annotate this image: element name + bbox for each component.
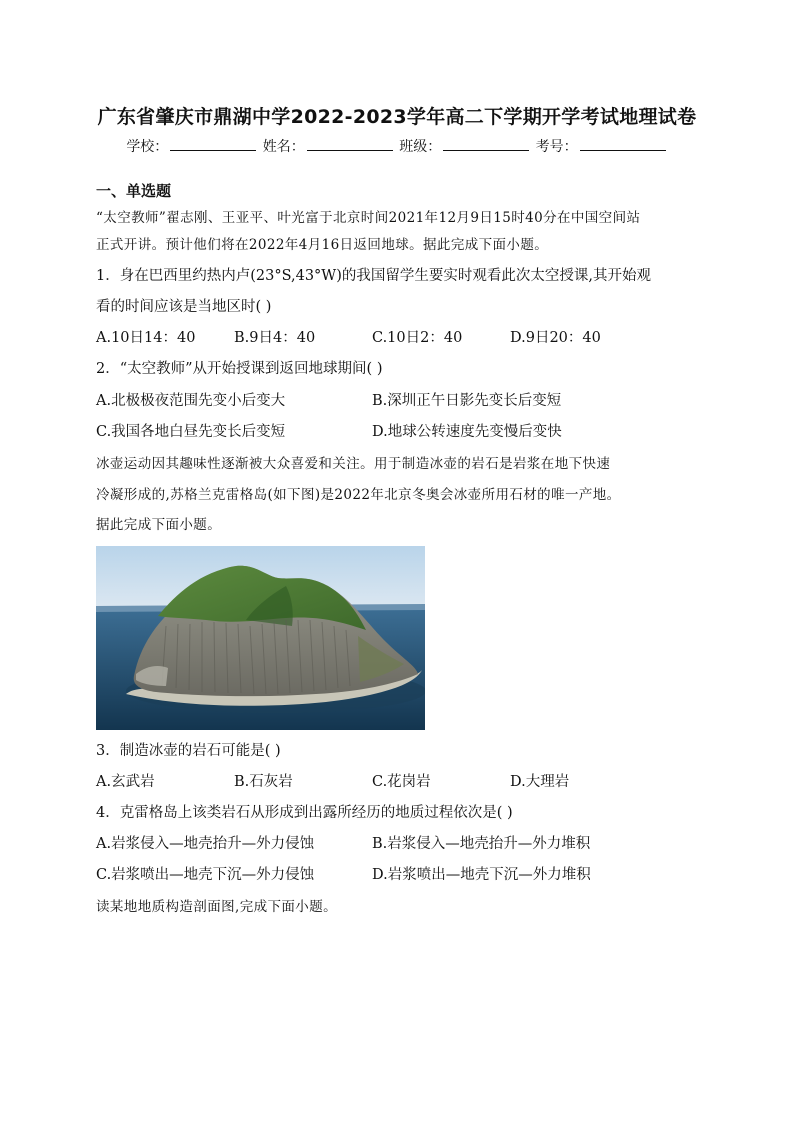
exam-title: 广东省肇庆市鼎湖中学2022-2023学年高二下学期开学考试地理试卷 (97, 106, 697, 128)
q1-option-c: C.10日2：40 (372, 330, 463, 346)
q4-stem: 4．克雷格岛上该类岩石从形成到出露所经历的地质过程依次是( ) (96, 805, 513, 821)
q3-option-b: B.石灰岩 (234, 774, 293, 790)
material-1-line-1: “太空教师”翟志刚、王亚平、叶光富于北京时间2021年12月9日15时40分在中国空间站 (96, 210, 641, 226)
school-label: 学校： (126, 139, 169, 155)
q2-options-row-1 (96, 390, 736, 412)
material-1-line-2: 正式开讲。预计他们将在2022年4月16日返回地球。据此完成下面小题。 (96, 237, 549, 253)
q4-options-row-1 (96, 833, 736, 855)
q1-options (96, 327, 736, 349)
q2-options-row-2 (96, 421, 736, 443)
q1-stem-line-1: 1．身在巴西里约热内卢(23°S,43°W)的我国留学生要实时观看此次太空授课,其开始观 (96, 268, 651, 284)
student-info-line (0, 136, 794, 156)
q3-stem: 3．制造冰壶的岩石可能是( ) (96, 743, 281, 759)
q2-option-c: C.我国各地白昼先变长后变短 (96, 424, 286, 440)
name-label: 姓名： (262, 139, 305, 155)
q2-option-a: A.北极极夜范围先变小后变大 (96, 393, 286, 409)
material-3-line-1: 读某地地质构造剖面图,完成下面小题。 (96, 899, 337, 915)
q3-option-c: C.花岗岩 (372, 774, 431, 790)
q3-options (96, 771, 736, 793)
q4-option-b: B.岩浆侵入—地壳抬升—外力堆积 (372, 836, 591, 852)
q1-option-b: B.9日4：40 (234, 330, 316, 346)
q3-option-a: A.玄武岩 (96, 774, 155, 790)
q2-stem: 2．“太空教师”从开始授课到返回地球期间( ) (96, 361, 383, 377)
q1-stem-line-2: 看的时间应该是当地区时( ) (96, 299, 272, 315)
q4-option-d: D.岩浆喷出—地壳下沉—外力堆积 (372, 867, 591, 883)
q1-option-d: D.9日20：40 (510, 330, 601, 346)
q4-option-a: A.岩浆侵入—地壳抬升—外力侵蚀 (96, 836, 315, 852)
class-blank[interactable] (443, 136, 529, 151)
q2-option-b: B.深圳正午日影先变长后变短 (372, 393, 562, 409)
q1-option-a: A.10日14：40 (96, 330, 196, 346)
exam-number-blank[interactable] (580, 136, 666, 151)
material-2-line-3: 据此完成下面小题。 (96, 517, 222, 533)
class-label: 班级： (399, 139, 442, 155)
q4-option-c: C.岩浆喷出—地壳下沉—外力侵蚀 (96, 867, 315, 883)
name-blank[interactable] (307, 136, 393, 151)
ailsa-craig-island-photo (96, 546, 425, 730)
q3-option-d: D.大理岩 (510, 774, 570, 790)
q4-options-row-2 (96, 864, 736, 886)
material-2-line-2: 冷凝形成的,苏格兰克雷格岛(如下图)是2022年北京冬奥会冰壶所用石材的唯一产地。 (96, 487, 621, 503)
q2-option-d: D.地球公转速度先变慢后变快 (372, 424, 562, 440)
section-heading: 一、单选题 (96, 182, 172, 200)
material-2-line-1: 冰壶运动因其趣味性逐渐被大众喜爱和关注。用于制造冰壶的岩石是岩浆在地下快速 (96, 456, 611, 472)
exam-number-label: 考号： (535, 139, 578, 155)
school-blank[interactable] (170, 136, 256, 151)
